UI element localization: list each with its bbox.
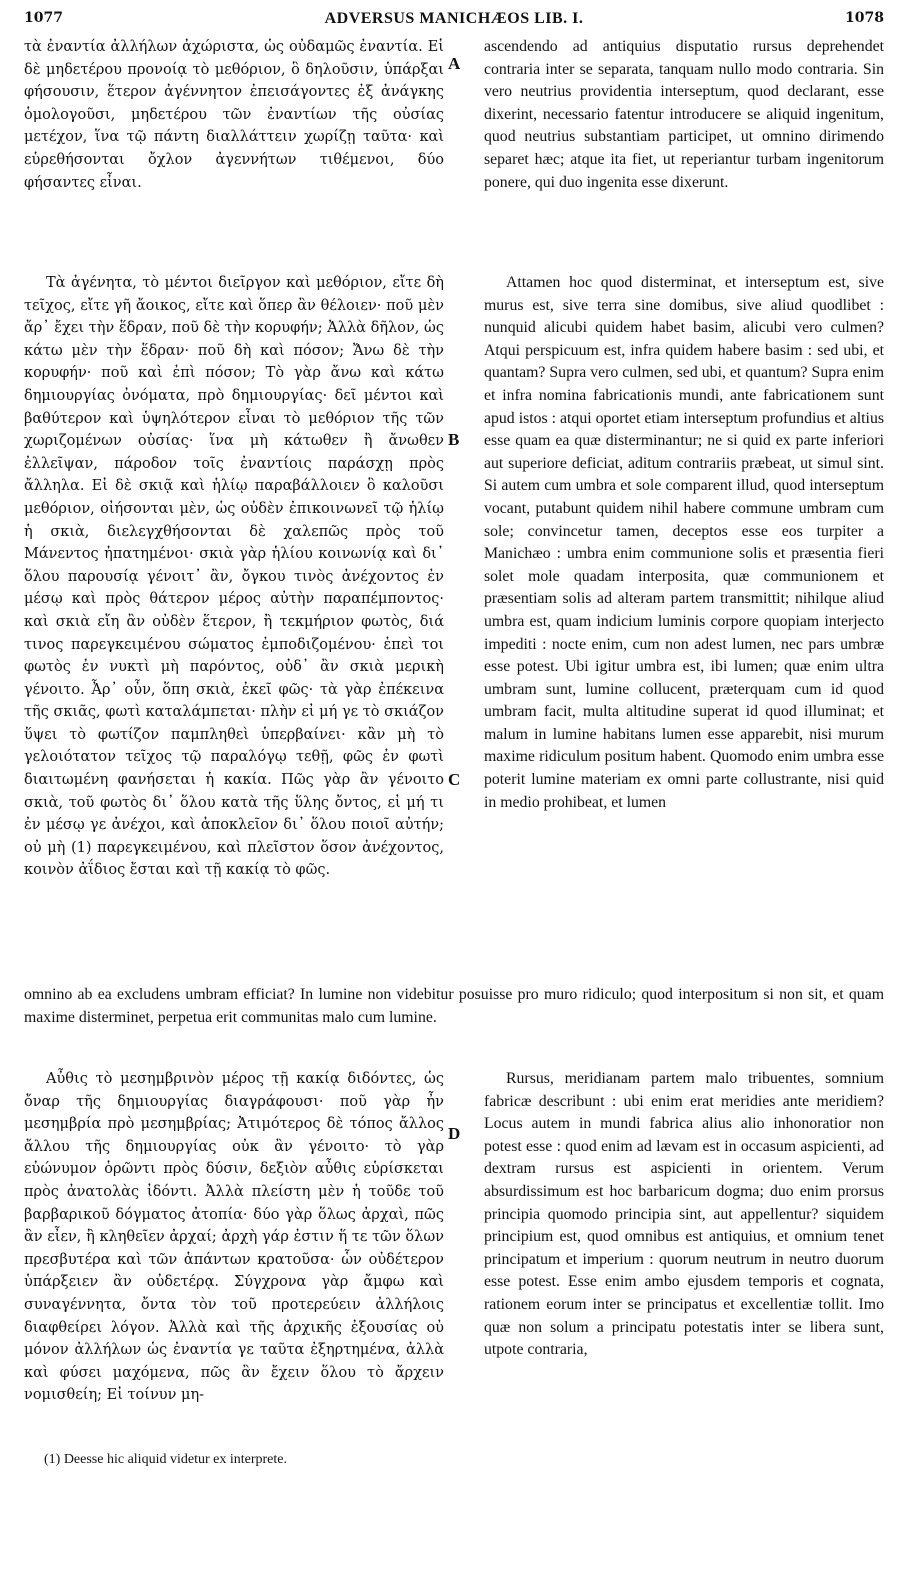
- latin-text-full: omnino ab ea excludens umbram efficiat? In lumine non videbitur posuisse pro muro ridiculo; quod interpositum si non sit, et quam maxime disterminet, perpetua erit communitas malo cum lumine.: [24, 986, 884, 1026]
- page-number-left: 1077: [24, 10, 63, 26]
- latin-text-1: ascendendo ad antiquius disputatio rursus deprehendet contraria inter se separata, tanquam nullo modo contraria. Sin vero neutrius providentia interseptum, quod declarant, esse dixerint, necessario fatentur introducere se aliquid ingenitum, quod neutrius substantiam participet, ut omnino dirimendo separet hæc; atque ita fiet, ut reperiantur turbam ingenitorum ponere, qui duo ingenita esse dixerunt.: [484, 38, 884, 191]
- latin-paragraph-3: [484, 1068, 884, 1428]
- greek-text-3: Αὖθις τὸ μεσημβρινὸν μέρος τῇ κακίᾳ διδόντες, ὡς ὄναρ τῆς δημιουργίας διαγράφουσι· ποῦ γὰρ ἦν μεσημβρία πρὸ μεσημβρίας; Ἀτιμότερος δὲ τόπος ἄλλος ἄλλου τῆς δημιουργίας οὐκ ἂν γένοιτο· τὸ γὰρ εὐώνυμον ὁρῶντι πρὸς δύσιν, δεξιὸν αὖθις εὑρίσκεται πρὸς ἀνατολὰς ἰδόντι. Ἀλλὰ πλείστη μὲν ἡ τοῦδε τοῦ βαρβαρικοῦ δόγματος ἀτοπία· δύο γὰρ ὅλως ἀρχαὶ, πῶς ἂν εἶεν, ἢ κληθεῖεν ἀρχαί; ἀρχὴ γάρ ἐστιν ἥ τε τῶν ὅλων πρεσβυτέρα καὶ τῶν ἁπάντων κρατοῦσα· ὧν οὐδέτερον ὑπάρξειεν ἂν οὐδετέρᾳ. Σύγχρονα γὰρ ἄμφω καὶ συναγέννητα, ὄντα τὸν τοῦ προτερεύειν ἀλλήλοις διαφθείρει λόγον. Ἀλλὰ καὶ τῆς ἀρχικῆς ἐξουσίας οὐ μόνον ἀλλήλων ὡς ἐναντία γε ταῦτα ἐξηρτημένα, ἀλλὰ καὶ φύσει μαχόμενα, πῶς ἂν ἔχειν ὅλου τὸ ἄρχειν νομισθείη; Εἰ τοίνυν μη-: [24, 1071, 444, 1404]
- greek-paragraph-3: [24, 1068, 444, 1428]
- margin-marker-b: B: [448, 430, 460, 449]
- latin-full-width-continuation: [24, 984, 884, 1056]
- margin-marker-d: D: [448, 1124, 461, 1143]
- margin-marker-c: C: [448, 770, 461, 789]
- greek-text-1: τὰ ἐναντία ἀλλήλων ἀχώριστα, ὡς οὐδαμῶς ἐναντία. Εἰ δὲ μηδετέρου προνοίᾳ τὸ μεθόριον, ὃ δηλοῦσιν, ὑπάρξαι φήσουσιν, ἕτερον ἀγέννητον ἐπεισάγοντες ἐξ ἀνάγκης ὁμολογοῦσι, μηδετέρου τῶν ἐναντίων τῆς οὐσίας μετέχον, ἵνα τῷ πάντη διαλλάττειν χωρίζῃ ταῦτα· καὶ εὑρεθήσονται ὄχλον ἀγεννήτων τιθέμενοι, δύο φήσαντες εἶναι.: [24, 39, 444, 191]
- greek-text-2: Τὰ ἀγένητα, τὸ μέντοι διεῖργον καὶ μεθόριον, εἴτε δὴ τεῖχος, εἴτε γῆ ἄοικος, εἴτε καὶ ὅπερ ἂν θέλοιεν· ποῦ μὲν ἄρ᾽ ἔχει τὴν ἕδραν, ποῦ δὲ τὴν κορυφήν; Ἀλλὰ δῆλον, ὡς κάτω μὲν τὴν ἕδραν· ποῦ δὴ καὶ πόσον; Ἄνω δὲ τὴν κορυφήν· ποῦ καὶ ἐπὶ πόσον; Τὸ γὰρ ἄνω καὶ κάτω δημιουργίας ὀνόματα, πρὸ δημιουργίας· δεῖ μέντοι καὶ βαθύτερον καὶ ὑψηλότερον εἶναι τὸ μεθόριον τῆς τῶν χωριζομένων οὐσίας· ἵνα μὴ κάτωθεν ἢ ἄνωθεν ἐλλεῖψαν, πάροδον τοῖς ἐναντίοις παράσχῃ πρὸς ἄλληλα. Εἰ δὲ σκιᾷ καὶ ἡλίῳ παραβάλλοιεν ὃ καλοῦσι μεθόριον, οἰήσονται μὲν, ὡς οὐδὲν ἐπικοινωνεῖ τῷ ἡλίῳ ἡ σκιὰ, διελεγχθήσονται δὲ χαλεπῶς πρὸς τοῦ Μάνεντος ἠπατημένοι· σκιὰ γὰρ ἡλίου κοινωνίᾳ καὶ δι᾽ ὅλου παρουσίᾳ γένοιτ᾽ ἂν, ὄγκου τινὸς ἀνέχοντος ἐν μέσῳ καὶ πρὸς θάτερον μέρος αὐτὴν παραπέμποντος· καὶ σκιὰ εἴη ἂν οὐδὲν ἕτερον, ἢ τεκμήριον φωτὸς, διά τινος παρεγκειμένου σώματος ἐμποδιζομένου· ἐπεὶ τοι φωτὸς ἐν νυκτὶ μὴ παρόντος, οὐδ᾽ ἂν σκιὰ μερικὴ γένοιτο. Ἆρ᾽ οὖν, ὅπη σκιὰ, ἐκεῖ φῶς· τὰ γὰρ ἐπέκεινα τῆς σκιᾶς, φωτὶ καταλάμπεται· πλὴν εἰ μή γε τὸ σκιάζον ὕψει τὸ φωτίζον παμπληθεὶ ὑπερβαίνει· κἂν μὴ τὸ γελοιότατον τεῖχος τῷ παραλόγῳ τεθῇ, φῶς ἐν φωτὶ διαιτωμένη φανήσεται ἡ κακία. Πῶς γὰρ ἂν γένοιτο σκιὰ, τοῦ φωτὸς δι᾽ ὅλου κατὰ τῆς ὕλης ὄντος, εἰ μή τι ἐν μέσῳ γε ἀνέχοι, καὶ ἀποκλεῖον δι᾽ ὅλου ποιοῖ αὐτήν; οὐ μὴ (1) παρεγκειμένου, καὶ πλεῖστον ὅσον ἀνέχοντος, κοινὸν ἀΐδιος ἔσται καὶ τῇ κακίᾳ τὸ φῶς.: [24, 275, 444, 879]
- greek-paragraph-2: [24, 272, 444, 984]
- margin-marker-a: A: [448, 54, 461, 73]
- footnote: (1) Deesse hic aliquid videtur ex interprete.: [44, 1452, 287, 1467]
- running-title: ADVERSUS MANICHÆOS LIB. I.: [324, 10, 584, 27]
- latin-text-2: Attamen hoc quod disterminat, et interseptum est, sive murus est, sive terra sine domibus, sive aliud quodlibet : nunquid alicubi quidem habet basim, alicubi vero culmen? Atqui perspicuum est, infra quidem habere basim : sed ubi, et quantam? Supra vero culmen, sed ubi, et quantum? Supra enim et infra nomina fabricationis mundi, ante fabricationem sunt apud istos : atqui oportet etiam interseptum profundius et altius esse quam ea quæ disterminantur; ne si quid ex parte inferiori aut superiore deficiat, aditum contrariis præbeat, ut simul sint. Si autem cum umbra et sole comparent illud, quod interseptum vocant, putabunt quidem nihil habere commune umbram cum sole; convincetur tamen, deceptos esse eos turpiter a Manichæo : umbra enim communione solis et præsentia fieri solet mole quadam interposita, quæ communionem et præsentiam solis ad alteram partem transmittit; nihilque aliud umbra est, quam indicium luminis corpore quopiam interjecto impediti : nocte enim, cum non adest lumen, nec pars umbræ esse potest. Ubi igitur umbra est, ibi lumen; quæ enim ultra umbram sunt, lumine collucent, præterquam cum id quod umbram facit, multa altitudine superat id quod illuminat; et malum in lumine habitans lumen esse apparebit, nisi murum maxime ridiculum positum habent. Quomodo enim umbra esse poterit lumine materiam ex omni parte collustrante, nisi quid in medio prohibeat, et lumen: [484, 274, 884, 811]
- latin-paragraph-1: [484, 36, 884, 268]
- latin-paragraph-2: [484, 272, 884, 984]
- latin-text-3: Rursus, meridianam partem malo tribuentes, somnium fabricæ describunt : ubi enim erat meridies ante meridiem? Locus autem in mundi fabrica alius alio inhonoratior non potest esse : quod enim ad lævam est in occasum aspicienti, ad dextram rursus est aspicienti in orientem. Verum absurdissimum est hoc barbaricum dogma; duo enim prorsus principia quomodo principia sint, aut appellentur? siquidem principium est, quod omnibus est antiquius, et omnium tenet principatum et imperium : quorum neutrum in neutro duorum esse potest. Esse enim ambo ejusdem temporis et cognata, rationem eorum inter se principatus et excellentiæ tollit. Imo quæ non solum a principatu potestatis inter se libera sunt, utpote contraria,: [484, 1070, 884, 1359]
- page-number-right: 1078: [845, 10, 884, 26]
- greek-paragraph-1: [24, 36, 444, 226]
- page-header: [24, 10, 884, 34]
